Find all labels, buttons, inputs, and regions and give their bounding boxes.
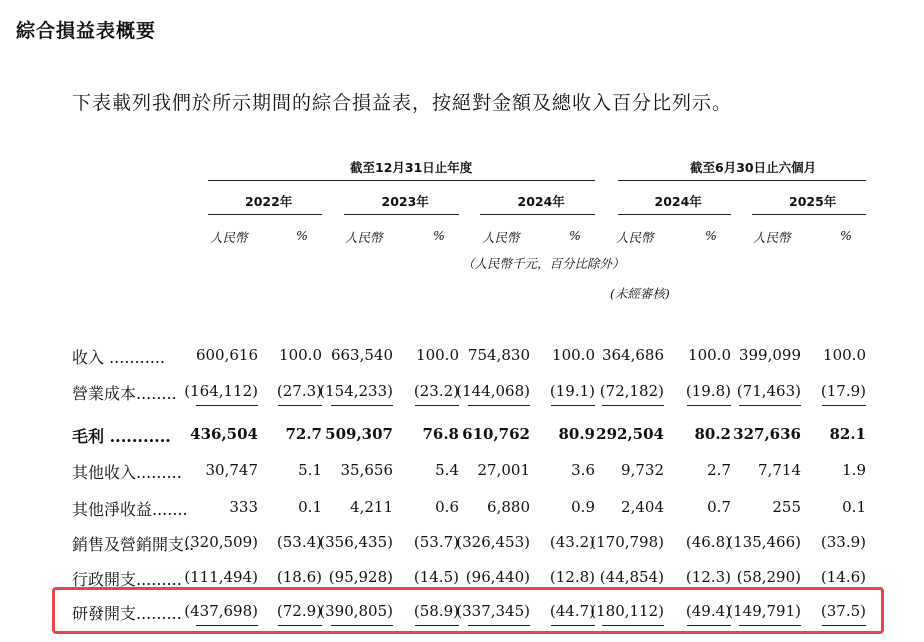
unaudited-note: (未經審核) (610, 286, 670, 301)
cell-underline (822, 405, 866, 406)
group-rule-year (208, 180, 595, 181)
pct-col-label: % (705, 228, 717, 243)
table-cell: (320,509) (184, 533, 258, 551)
table-cell: 610,762 (462, 425, 530, 443)
table-cell: 76.8 (422, 425, 459, 443)
table-cell: 80.2 (694, 425, 731, 443)
table-cell: 100.0 (823, 346, 866, 364)
table-cell: (149,791) (727, 602, 801, 620)
table-cell: 292,504 (596, 425, 664, 443)
table-cell: (71,463) (736, 382, 801, 400)
table-cell: 100.0 (279, 346, 322, 364)
pct-col-label: % (840, 228, 852, 243)
table-cell: 0.7 (707, 498, 731, 516)
table-cell: 0.9 (571, 498, 595, 516)
table-cell: (12.3) (685, 568, 731, 586)
table-cell: (72.9) (276, 602, 322, 620)
table-cell: (111,494) (184, 568, 258, 586)
table-cell: (326,453) (456, 533, 530, 551)
table-cell: 333 (229, 498, 258, 516)
year-header: 2023年 (381, 194, 429, 209)
pct-col-label: % (433, 228, 445, 243)
table-cell: (437,698) (184, 602, 258, 620)
table-cell: (49.4) (685, 602, 731, 620)
cell-underline (415, 405, 459, 406)
table-cell: (144,068) (456, 382, 530, 400)
table-cell: 0.6 (435, 498, 459, 516)
cell-underline (331, 405, 393, 406)
table-cell: 0.1 (842, 498, 866, 516)
table-cell: 35,656 (340, 461, 393, 479)
table-cell: 399,099 (738, 346, 801, 364)
year-rule (208, 214, 322, 215)
year-header: 2022年 (245, 194, 293, 209)
rmb-col-label: 人民幣 (616, 230, 654, 245)
rmb-col-label: 人民幣 (753, 230, 791, 245)
table-cell: (37.5) (820, 602, 866, 620)
table-cell: 3.6 (571, 461, 595, 479)
intro-paragraph: 下表載列我們於所示期間的綜合損益表，按絕對金額及總收入百分比列示。 (72, 92, 733, 114)
table-cell: (337,345) (456, 602, 530, 620)
year-rule (344, 214, 459, 215)
year-header: 2025年 (789, 194, 837, 209)
table-cell: (14.5) (413, 568, 459, 586)
table-cell: 80.9 (558, 425, 595, 443)
table-cell: (12.8) (549, 568, 595, 586)
table-cell: (164,112) (184, 382, 258, 400)
table-cell: (95,928) (328, 568, 393, 586)
table-cell: (96,440) (465, 568, 530, 586)
group-header-half: 截至6月30日止六個月 (690, 160, 817, 175)
table-cell: (17.9) (820, 382, 866, 400)
group-header-year: 截至12月31日止年度 (350, 160, 473, 175)
pct-col-label: % (296, 228, 308, 243)
table-cell: (43.2) (549, 533, 595, 551)
table-cell: (33.9) (820, 533, 866, 551)
table-cell: 7,714 (758, 461, 801, 479)
row-label: 研發開支......... (72, 604, 182, 623)
table-cell: 100.0 (688, 346, 731, 364)
table-cell: (53.4) (276, 533, 322, 551)
table-cell: (19.8) (685, 382, 731, 400)
table-cell: 82.1 (829, 425, 866, 443)
rmb-col-label: 人民幣 (482, 230, 520, 245)
table-cell: 754,830 (467, 346, 530, 364)
cell-underline (602, 405, 664, 406)
cell-underline (739, 405, 801, 406)
table-cell: (46.8) (685, 533, 731, 551)
row-label: 收入 ........... (72, 348, 166, 367)
table-cell: 2.7 (707, 461, 731, 479)
table-cell: (14.6) (820, 568, 866, 586)
year-header: 2024年 (654, 194, 702, 209)
row-label: 銷售及營銷開支.. (72, 535, 195, 554)
year-rule (480, 214, 595, 215)
rmb-col-label: 人民幣 (210, 230, 248, 245)
table-cell: 663,540 (330, 346, 393, 364)
table-cell: (23.2) (413, 382, 459, 400)
row-label: 毛利 ........... (72, 427, 171, 446)
cell-underline (196, 405, 258, 406)
year-rule (618, 214, 731, 215)
table-cell: 509,307 (325, 425, 393, 443)
row-label: 其他淨收益....... (72, 500, 188, 519)
table-cell: 364,686 (601, 346, 664, 364)
table-cell: 100.0 (416, 346, 459, 364)
cell-underline (551, 405, 595, 406)
table-cell: (58.9) (413, 602, 459, 620)
table-cell: (44,854) (599, 568, 664, 586)
cell-underline (687, 405, 731, 406)
table-cell: 5.1 (298, 461, 322, 479)
table-cell: (356,435) (319, 533, 393, 551)
table-cell: (27.3) (276, 382, 322, 400)
table-cell: (44.7) (549, 602, 595, 620)
table-cell: 327,636 (733, 425, 801, 443)
pct-col-label: % (569, 228, 581, 243)
table-cell: (170,798) (590, 533, 664, 551)
table-cell: 6,880 (487, 498, 530, 516)
table-cell: (18.6) (276, 568, 322, 586)
year-header: 2024年 (517, 194, 565, 209)
table-cell: 27,001 (477, 461, 530, 479)
row-label: 營業成本........ (72, 384, 177, 403)
table-cell: (58,290) (736, 568, 801, 586)
table-cell: (19.1) (549, 382, 595, 400)
table-cell: 9,732 (621, 461, 664, 479)
rmb-col-label: 人民幣 (345, 230, 383, 245)
table-cell: 0.1 (298, 498, 322, 516)
group-rule-half (618, 180, 866, 181)
table-cell: 2,404 (621, 498, 664, 516)
table-cell: 72.7 (285, 425, 322, 443)
table-cell: 1.9 (842, 461, 866, 479)
year-rule (752, 214, 866, 215)
table-cell: 4,211 (350, 498, 393, 516)
row-label: 行政開支......... (72, 570, 182, 589)
table-cell: (390,805) (319, 602, 393, 620)
table-cell: (135,466) (727, 533, 801, 551)
unit-note: （人民幣千元，百分比除外） (462, 256, 625, 271)
table-cell: 100.0 (552, 346, 595, 364)
table-cell: (72,182) (599, 382, 664, 400)
table-cell: (53.7) (413, 533, 459, 551)
cell-underline (468, 405, 530, 406)
row-label: 其他收入......... (72, 463, 182, 482)
table-cell: 255 (772, 498, 801, 516)
table-cell: 30,747 (205, 461, 258, 479)
table-cell: 600,616 (195, 346, 258, 364)
table-cell: (154,233) (319, 382, 393, 400)
section-title: 綜合損益表概要 (16, 20, 157, 42)
table-cell: 436,504 (190, 425, 258, 443)
table-cell: 5.4 (435, 461, 459, 479)
cell-underline (278, 405, 322, 406)
table-cell: (180,112) (590, 602, 664, 620)
highlight-box (52, 587, 884, 634)
